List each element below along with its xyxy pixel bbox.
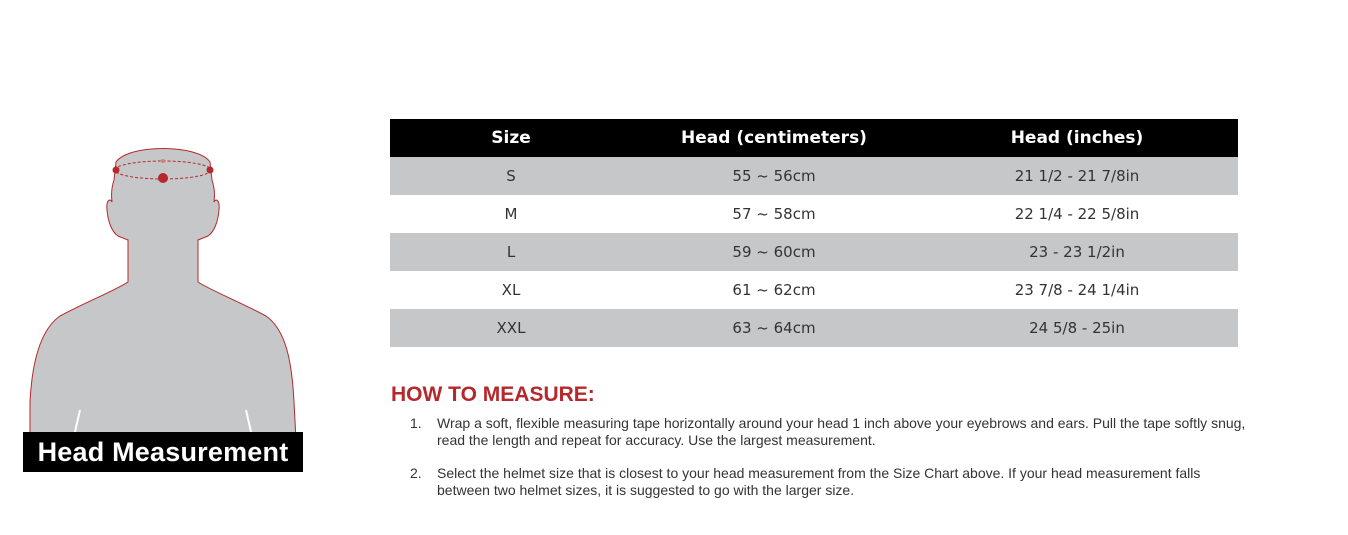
how-to-measure-title: HOW TO MEASURE: (391, 383, 595, 406)
cell-size: L (390, 233, 632, 271)
cell-centimeters: 63 ~ 64cm (632, 309, 916, 347)
size-chart-table (390, 119, 1238, 347)
table-row (390, 157, 1238, 195)
cell-inches: 24 5/8 - 25in (916, 309, 1238, 347)
cell-size: XXL (390, 309, 632, 347)
step-text: Select the helmet size that is closest to your head measurement from the Size Chart above. If your head measurement falls between two helmet sizes, it is suggested to go with the larger size. (437, 465, 1201, 498)
header-head-centimeters: Head (centimeters) (632, 119, 916, 157)
table-row (390, 195, 1238, 233)
cell-inches: 22 1/4 - 22 5/8in (916, 195, 1238, 233)
cell-size: M (390, 195, 632, 233)
tape-point-front (158, 173, 168, 183)
table-row (390, 233, 1238, 271)
table-header-row (390, 119, 1238, 157)
cell-inches: 23 7/8 - 24 1/4in (916, 271, 1238, 309)
body-silhouette (30, 149, 296, 441)
cell-centimeters: 55 ~ 56cm (632, 157, 916, 195)
step-number: 2. (410, 465, 422, 481)
header-size: Size (390, 119, 632, 157)
cell-size: S (390, 157, 632, 195)
cell-centimeters: 57 ~ 58cm (632, 195, 916, 233)
header-head-inches: Head (inches) (916, 119, 1238, 157)
measure-steps-list (390, 415, 1250, 515)
table-row (390, 271, 1238, 309)
cell-centimeters: 61 ~ 62cm (632, 271, 916, 309)
list-item (390, 465, 1250, 499)
step-number: 1. (410, 415, 422, 431)
cell-centimeters: 59 ~ 60cm (632, 233, 916, 271)
tape-point-right (207, 167, 214, 174)
tape-point-back (161, 159, 165, 163)
head-measurement-figure (20, 140, 310, 440)
tape-point-left (113, 167, 120, 174)
step-text: Wrap a soft, flexible measuring tape horizontally around your head 1 inch above your eyebrows and ears. Pull the tape softly snug, read the length and repeat for accuracy. Use the largest measurement. (437, 415, 1246, 448)
cell-size: XL (390, 271, 632, 309)
figure-caption: Head Measurement (23, 432, 303, 472)
silhouette-illustration (20, 140, 310, 440)
cell-inches: 21 1/2 - 21 7/8in (916, 157, 1238, 195)
list-item (390, 415, 1250, 449)
cell-inches: 23 - 23 1/2in (916, 233, 1238, 271)
table-row (390, 309, 1238, 347)
